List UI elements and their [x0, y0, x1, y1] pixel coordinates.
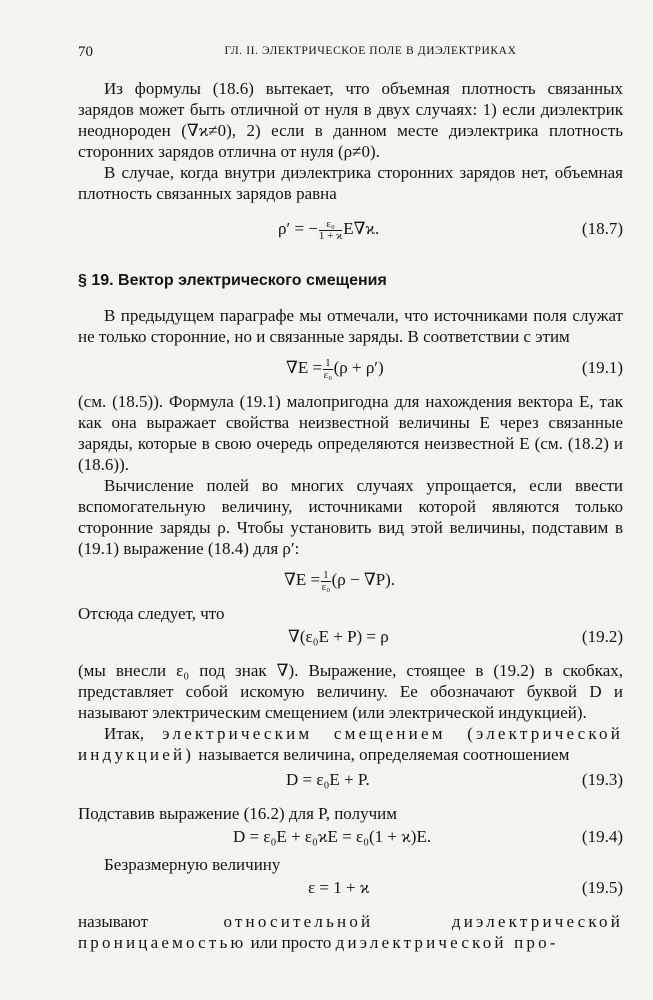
- eq-18-7-number: (18.7): [581, 219, 623, 238]
- equation-19-1: [78, 357, 623, 381]
- equation-19-2: [78, 626, 623, 650]
- eq-18-7-lhs: ρ′ = −: [278, 219, 318, 238]
- para11-start: называют: [78, 912, 149, 931]
- eq-19-1-den: ε₀: [323, 368, 333, 381]
- eq-unnum-num: 1: [323, 568, 329, 581]
- para8-emphasis: электрическим смещением (электрической индукцией): [78, 724, 623, 764]
- paragraph-8: [78, 723, 623, 765]
- paragraph-3: В предыдущем параграфе мы отмечали, что источниками поля служат не только сторонние, но и связанные заряды. В соответствии с этим: [78, 306, 623, 346]
- section-heading: § 19. Вектор электрического смещения: [78, 272, 387, 289]
- equation-19-3: [78, 769, 623, 793]
- eq-19-3-text: D = ε₀E + P.: [286, 770, 370, 789]
- eq-19-5-text: ε = 1 + ϰ: [308, 878, 370, 897]
- eq-19-2-number: (19.2): [581, 627, 623, 646]
- eq-19-4-number: (19.4): [581, 827, 623, 846]
- eq-19-1-rhs: (ρ + ρ′): [333, 358, 384, 377]
- para11-mid: или просто: [250, 933, 332, 952]
- paragraph-11: [78, 911, 623, 953]
- para8-end: называется величина, определяемая соотношением: [198, 745, 570, 764]
- paragraph-9: Подставив выражение (16.2) для P, получим: [78, 804, 397, 823]
- eq-19-1-number: (19.1): [581, 358, 623, 377]
- paragraph-10: Безразмерную величину: [104, 855, 281, 874]
- equation-unnumbered: [78, 569, 623, 593]
- paragraph-5: Вычисление полей во многих случаях упрощается, если ввести вспомогательную величину, источниками которой являются только сторонние заряды ρ. Чтобы установить вид этой величины, подставим в (19.1) выражение (18.4) для ρ′:: [78, 476, 623, 558]
- eq-19-4-text: D = ε₀E + ε₀ϰE = ε₀(1 + ϰ)E.: [233, 827, 432, 846]
- page-body: [78, 78, 623, 953]
- eq-18-7-rhs: E∇ϰ.: [343, 219, 380, 238]
- eq-19-3-number: (19.3): [581, 770, 623, 789]
- page-number: 70: [78, 44, 93, 60]
- paragraph-2: В случае, когда внутри диэлектрика сторонних зарядов нет, объемная плотность связанных зарядов равна: [78, 163, 623, 203]
- running-title: ГЛ. II. ЭЛЕКТРИЧЕСКОЕ ПОЛЕ В ДИЭЛЕКТРИКАХ: [224, 45, 517, 57]
- eq-19-1-num: 1: [325, 356, 331, 369]
- eq-19-5-number: (19.5): [581, 878, 623, 897]
- para11-emphasis-1: относительной диэлектрической проницаемостью: [78, 912, 623, 952]
- paragraph-7: (мы внесли ε₀ под знак ∇). Выражение, стоящее в (19.2) в скобках, представляет собой искомую величину. Ее обозначают буквой D и называют электрическим смещением (или электрической индукцией).: [78, 661, 623, 722]
- equation-18-7: [78, 218, 623, 242]
- para8-start: Итак,: [104, 724, 144, 743]
- eq-18-7-den: 1 + ϰ: [318, 229, 343, 242]
- eq-18-7-num: ε₀: [319, 219, 342, 231]
- para11-emphasis-2: диэлектрической про-: [335, 933, 559, 952]
- eq-19-1-lhs: ∇E =: [286, 358, 323, 377]
- eq-19-2-text: ∇(ε₀E + P) = ρ: [288, 627, 389, 646]
- equation-19-4: [78, 826, 623, 850]
- eq-unnum-rhs: (ρ − ∇P).: [331, 570, 396, 589]
- paragraph-6: Отсюда следует, что: [78, 604, 225, 623]
- eq-unnum-den: ε₀: [321, 580, 331, 593]
- paragraph-4: (см. (18.5)). Формула (19.1) малопригодна для нахождения вектора E, так как она выражает свойства неизвестной величины E через связанные заряды, которые в свою очередь определяются неизвестной E (см. (18.2) и (18.6)).: [78, 392, 623, 474]
- page-header: [78, 44, 623, 64]
- eq-unnum-lhs: ∇E =: [284, 570, 321, 589]
- paragraph-1: Из формулы (18.6) вытекает, что объемная плотность связанных зарядов может быть отличной от нуля в двух случаях: 1) если диэлектрик неоднороден (∇ϰ≠0), 2) если в данном месте диэлектрика плотность сторонних зарядов отлична от нуля (ρ≠0).: [78, 79, 623, 161]
- equation-19-5: [78, 877, 623, 901]
